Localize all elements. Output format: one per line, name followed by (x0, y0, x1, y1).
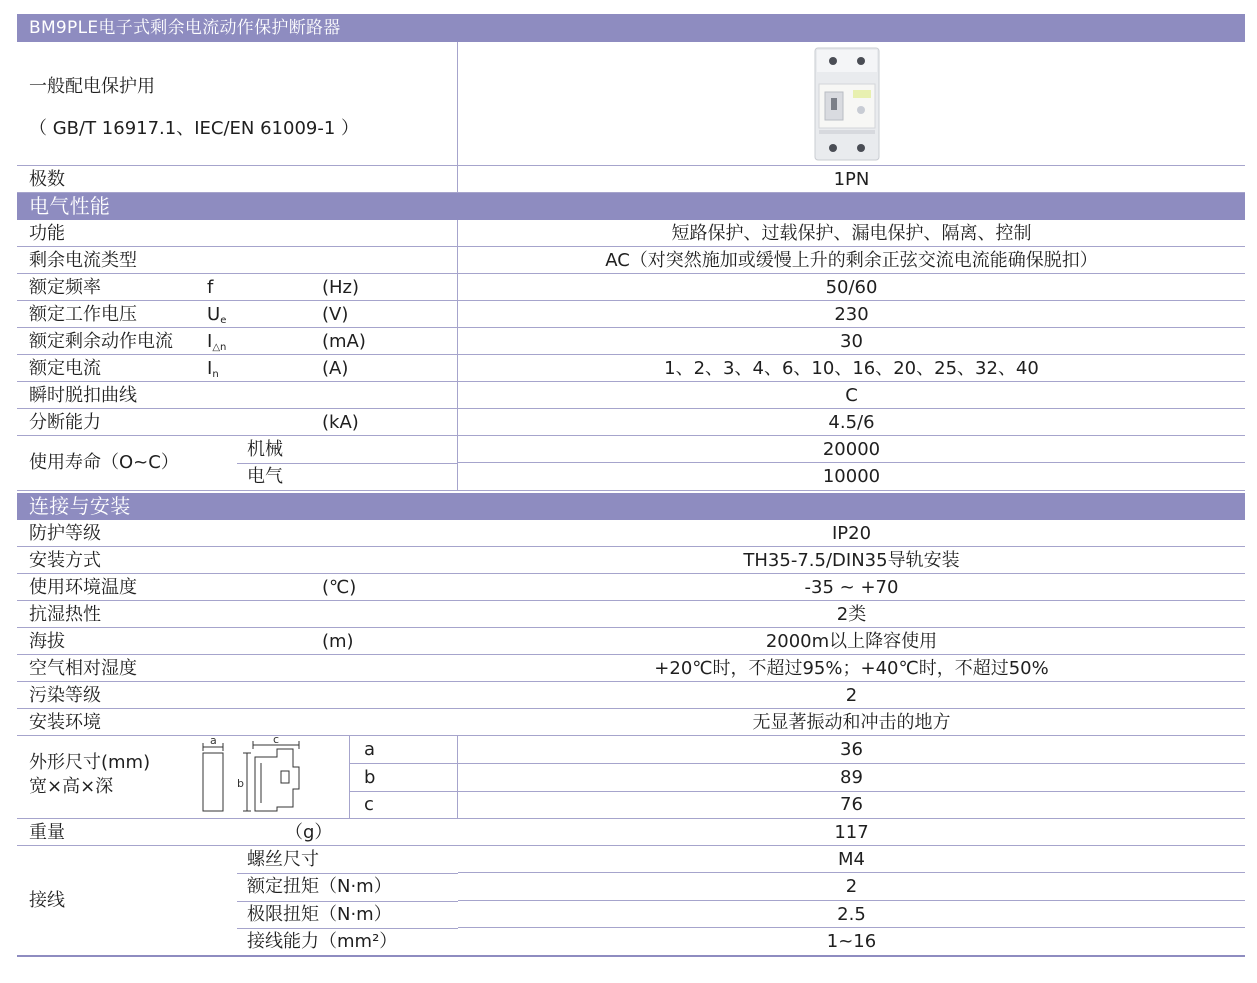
life-elec-label: 电气 (247, 466, 283, 487)
voltage-label: 额定工作电压 (29, 304, 137, 325)
dimension-diagram-icon (197, 737, 317, 817)
function-value: 短路保护、过载保护、漏电保护、隔离、控制 (671, 223, 1032, 244)
pollution-label: 污染等级 (29, 685, 101, 706)
dim-b-value: 89 (840, 767, 863, 788)
residual-type-label: 剩余电流类型 (29, 250, 137, 271)
damp-value: 2类 (836, 604, 867, 625)
torque-value: 2 (845, 876, 858, 897)
temp-unit: (℃) (322, 577, 357, 598)
breaking-label: 分断能力 (29, 412, 101, 433)
life-block (17, 436, 1245, 491)
section-electrical: 电气性能 (17, 193, 1245, 220)
breaking-value: 4.5/6 (828, 412, 875, 433)
frequency-row (17, 274, 1245, 301)
altitude-value: 2000m以上降容使用 (765, 631, 938, 652)
standards-text: （ GB/T 16917.1、IEC/EN 61009-1 ） (29, 118, 360, 139)
residual-type-value: AC（对突然施加或缓慢上升的剩余正弦交流电流能确保脱扣） (605, 250, 1098, 271)
rated-current-unit: (A) (322, 358, 349, 379)
wiring-left (17, 846, 458, 955)
function-row (17, 220, 1245, 247)
wiring-label: 接线 (29, 890, 65, 911)
humidity-row (17, 655, 1245, 682)
capacity-label: 接线能力（mm²） (247, 931, 398, 952)
curve-row (17, 382, 1245, 409)
damp-label: 抗湿热性 (29, 604, 101, 625)
dims-block (17, 736, 1245, 819)
torque-label: 额定扭矩（N·m） (247, 876, 392, 897)
dim-b-label: b (350, 764, 458, 791)
humidity-label: 空气相对湿度 (29, 658, 137, 679)
dims-label-2: 宽×高×深 (29, 776, 114, 797)
wiring-block (17, 846, 1245, 957)
curve-value: C (845, 385, 858, 406)
dims-label-1: 外形尺寸(mm) (29, 752, 151, 773)
weight-label: 重量 (29, 822, 65, 843)
poles-label: 极数 (29, 169, 65, 190)
voltage-row (17, 301, 1245, 328)
poles-value: 1PN (833, 169, 870, 190)
temp-label: 使用环境温度 (29, 577, 137, 598)
residual-current-value: 30 (840, 331, 863, 352)
ip-value: IP20 (831, 523, 872, 544)
breaker-icon (809, 46, 889, 164)
rated-current-value: 1、2、3、4、6、10、16、20、25、32、40 (664, 358, 1039, 379)
temp-row (17, 574, 1245, 601)
life-mech-label: 机械 (247, 439, 283, 460)
weight-value: 117 (834, 822, 869, 843)
function-label: 功能 (29, 223, 65, 244)
life-elec-value: 10000 (822, 466, 881, 487)
rated-current-symbol: $I_n$ (207, 358, 219, 380)
limit-torque-label: 极限扭矩（N·m） (247, 904, 392, 925)
dim-a-value: 36 (840, 739, 863, 760)
mount-label: 安装方式 (29, 550, 101, 571)
environment-label: 安装环境 (29, 712, 101, 733)
product-title: BM9PLE电子式剩余电流动作保护断路器 (17, 14, 1245, 42)
temp-value: -35 ~ +70 (804, 577, 899, 598)
altitude-unit: (m) (322, 631, 354, 652)
weight-unit: （g） (285, 822, 333, 843)
rated-current-row (17, 355, 1245, 382)
humidity-value: +20℃时，不超过95%；+40℃时，不超过50% (654, 658, 1049, 679)
screw-label: 螺丝尺寸 (247, 849, 319, 870)
intro-row (17, 42, 1245, 166)
svg-text:b: b (237, 777, 244, 790)
frequency-label: 额定频率 (29, 277, 101, 298)
residual-current-unit: (mA) (322, 331, 366, 352)
altitude-row (17, 628, 1245, 655)
weight-row (17, 819, 1245, 846)
curve-label: 瞬时脱扣曲线 (29, 385, 137, 406)
capacity-value: 1~16 (826, 931, 877, 952)
ip-row (17, 520, 1245, 547)
environment-value: 无显著振动和冲击的地方 (752, 712, 951, 733)
intro-text (17, 42, 458, 165)
pollution-row (17, 682, 1245, 709)
breaking-row (17, 409, 1245, 436)
section-install: 连接与安装 (17, 493, 1245, 520)
life-label: 使用寿命（O~C） (29, 452, 179, 473)
poles-row (17, 166, 1245, 193)
frequency-symbol: f (207, 277, 214, 298)
pollution-value: 2 (845, 685, 858, 706)
voltage-unit: (V) (322, 304, 349, 325)
residual-current-label: 额定剩余动作电流 (29, 331, 173, 352)
residual-type-row (17, 247, 1245, 274)
residual-current-row (17, 328, 1245, 355)
frequency-unit: (Hz) (322, 277, 360, 298)
damp-row (17, 601, 1245, 628)
altitude-label: 海拔 (29, 631, 65, 652)
screw-value: M4 (838, 849, 865, 870)
product-image (458, 42, 1245, 165)
dim-c-label: c (350, 792, 458, 818)
dim-c-value: 76 (840, 794, 863, 815)
spec-sheet (17, 14, 1245, 957)
rated-current-label: 额定电流 (29, 358, 101, 379)
life-mech-value: 20000 (822, 439, 881, 460)
frequency-value: 50/60 (825, 277, 878, 298)
voltage-value: 230 (834, 304, 869, 325)
usage-text: 一般配电保护用 (29, 76, 155, 97)
ip-label: 防护等级 (29, 523, 101, 544)
svg-text:c: c (273, 737, 280, 746)
breaking-unit: (kA) (322, 412, 359, 433)
mount-value: TH35-7.5/DIN35导轨安装 (743, 550, 960, 571)
mount-row (17, 547, 1245, 574)
voltage-symbol: $U_e$ (207, 304, 227, 326)
limit-torque-value: 2.5 (837, 904, 866, 925)
residual-current-symbol: $I_{\triangle n}$ (207, 331, 227, 353)
svg-text:a: a (210, 737, 217, 747)
environment-row (17, 709, 1245, 736)
dim-a-label: a (350, 736, 458, 763)
dims-left (17, 736, 350, 818)
life-left (17, 436, 458, 490)
